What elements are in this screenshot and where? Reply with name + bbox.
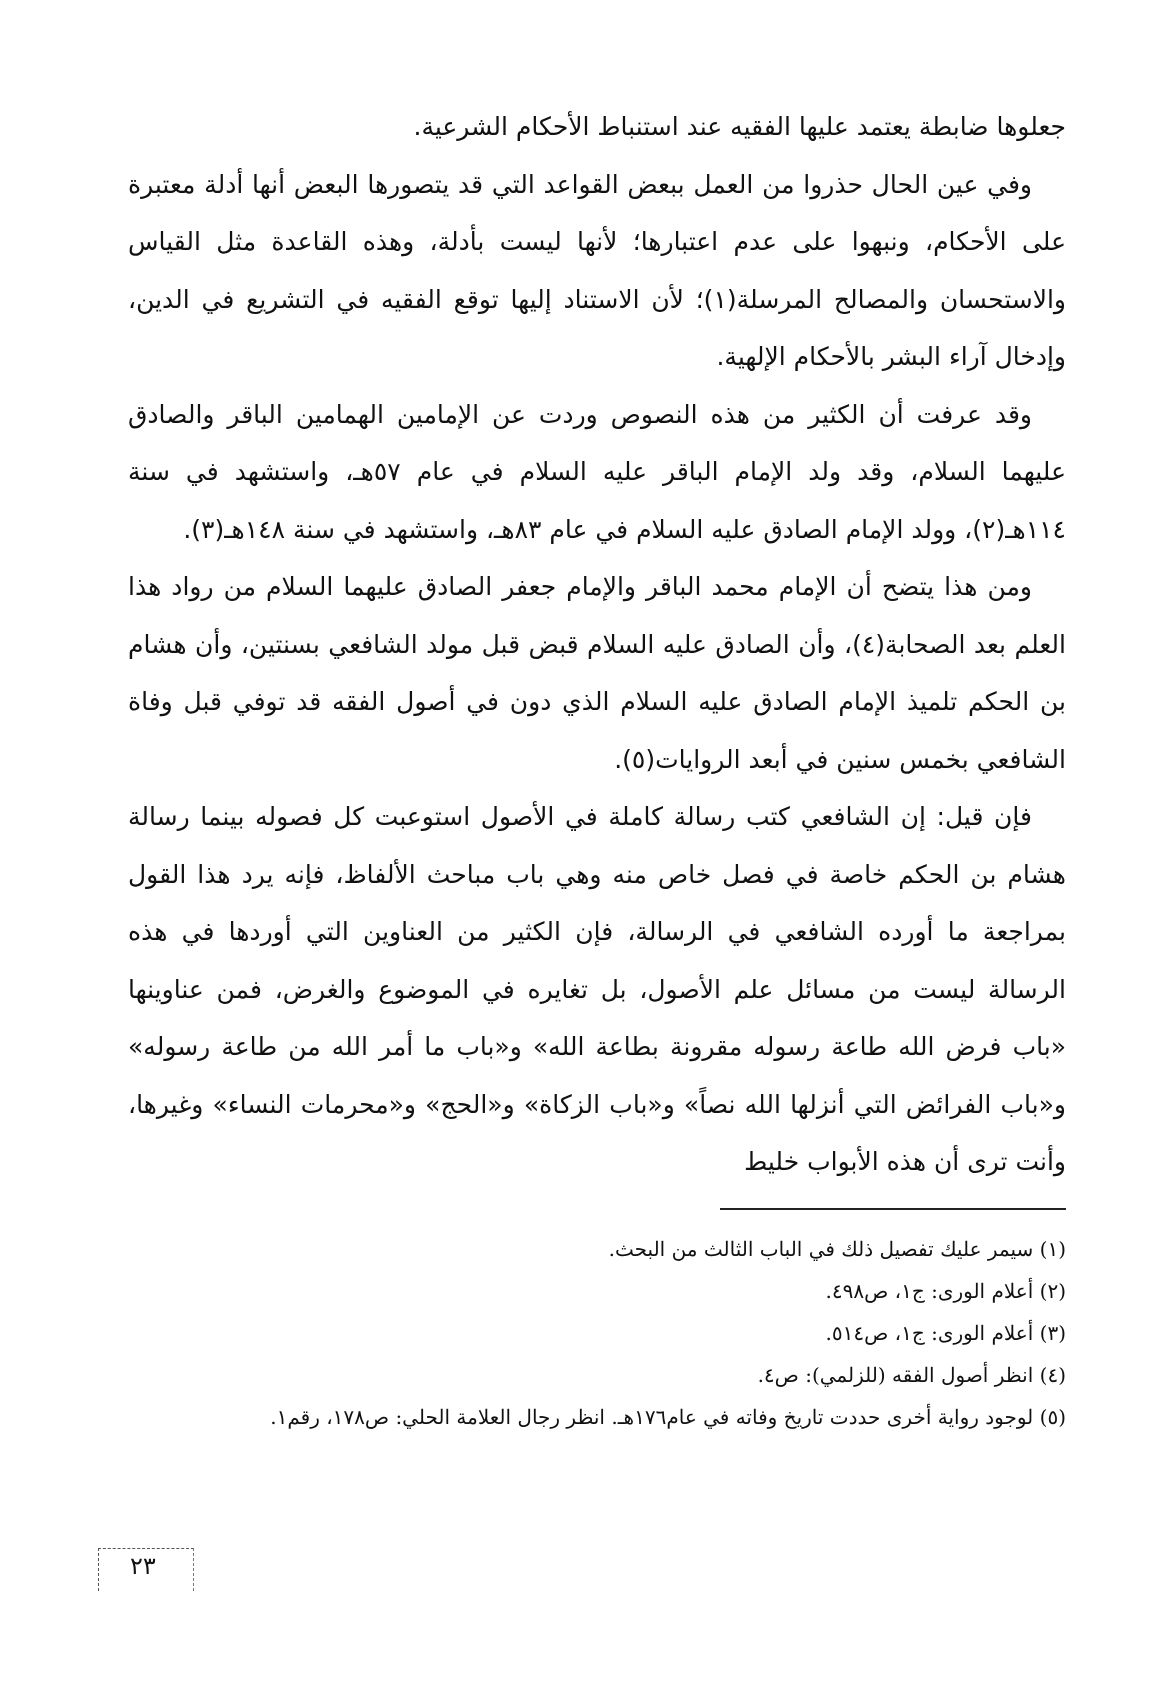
paragraph: وفي عين الحال حذروا من العمل ببعض القواعد التي قد يتصورها البعض أنها أدلة معتبرة على الأحكام، ونبهوا على عدم اعتبارها؛ لأنها ليست بأدلة، وهذه القاعدة مثل القياس والاستحسان والمصالح المرسلة(١)؛ لأن الاستناد إليها توقع الفقيه في التشريع في الدين، وإدخال آراء البشر بالأحكام الإلهية. xyxy=(128,169,1066,371)
paragraph: جعلوها ضابطة يعتمد عليها الفقيه عند استنباط الأحكام الشرعية. xyxy=(413,112,1066,141)
footnote: (١) سيمر عليك تفصيل ذلك في الباب الثالث من البحث. xyxy=(608,1237,1066,1261)
footnote: (٤) انظر أصول الفقه (للزلمي): ص٤. xyxy=(757,1363,1066,1387)
paragraph: ومن هذا يتضح أن الإمام محمد الباقر والإمام جعفر الصادق عليهما السلام من رواد هذا العلم بعد الصحابة(٤)، وأن الصادق عليه السلام قبض قبل مولد الشافعي بسنتين، وأن هشام بن الحكم تلميذ الإمام الصادق عليه السلام الذي دون في أصول الفقه قد توفي قبل وفاة الشافعي بخمس سنين في أبعد الروايات(٥). xyxy=(128,572,1066,774)
paragraph: وقد عرفت أن الكثير من هذه النصوص وردت عن الإمامين الهمامين الباقر والصادق عليهما السلام، وقد ولد الإمام الباقر عليه السلام في عام ٥٧هـ، واستشهد في سنة ١١٤هـ(٢)، وولد الإمام الصادق عليه السلام في عام ٨٣هـ، واستشهد في سنة ١٤٨هـ(٣). xyxy=(128,399,1067,544)
body-text xyxy=(128,98,1066,1191)
paragraph: فإن قيل: إن الشافعي كتب رسالة كاملة في الأصول استوعبت كل فصوله بينما رسالة هشام بن الحكم خاصة في فصل خاص منه وهي باب مباحث الألفاظ، فإنه يرد هذا القول بمراجعة ما أورده الشافعي في الرسالة، فإن الكثير من العناوين التي أوردها في هذه الرسالة ليست من مسائل علم الأصول، بل تغايره في الموضوع والغرض، فمن عناوينها «باب فرض الله طاعة رسوله مقرونة بطاعة الله» و«باب ما أمر الله من طاعة رسوله» و«باب الفرائض التي أنزلها الله نصاً» و«باب الزكاة» و«الحج» و«محرمات النساء» وغيرها، وأنت ترى أن هذه الأبواب خليط xyxy=(128,802,1066,1176)
footnote: (٥) لوجود رواية أخرى حددت تاريخ وفاته في عام١٧٦هـ. انظر رجال العلامة الحلي: ص١٧٨، رقم١. xyxy=(270,1405,1066,1429)
page-number: ٢٣ xyxy=(130,1552,156,1580)
footnotes xyxy=(128,1228,1066,1438)
footnote-divider xyxy=(720,1208,1066,1210)
footnote: (٣) أعلام الورى: ج١، ص٥١٤. xyxy=(825,1321,1066,1345)
footnote: (٢) أعلام الورى: ج١، ص٤٩٨. xyxy=(825,1279,1066,1303)
